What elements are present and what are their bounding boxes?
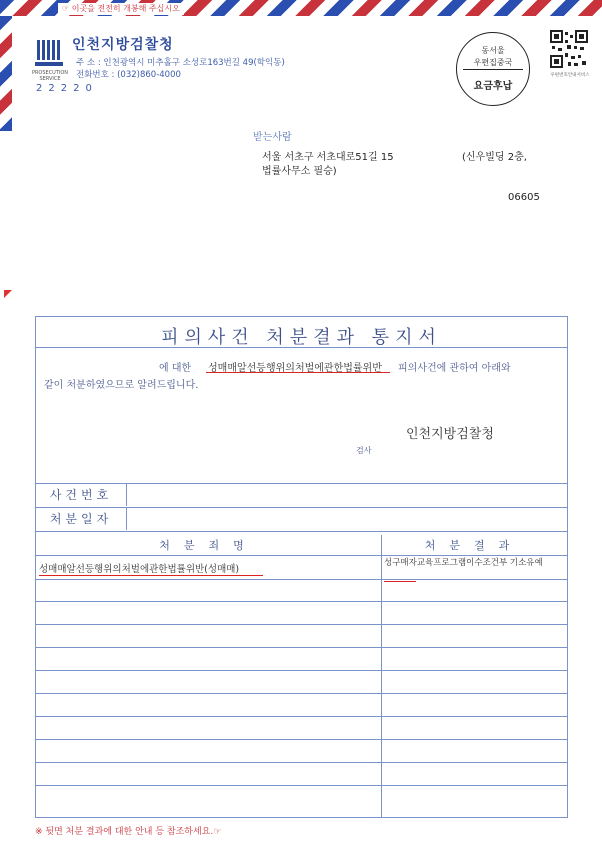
prosecutor-office: 인천지방검찰청 — [406, 427, 494, 442]
airmail-stripe-left — [0, 16, 12, 131]
row-result: 성구매자교육프로그램이수조건부 기소유예 — [384, 558, 543, 568]
fold-mark — [4, 290, 12, 298]
row-offense-underline — [39, 575, 263, 576]
recipient-office: 법률사무소 필승) — [262, 166, 337, 177]
row-rule — [36, 785, 567, 786]
col-header-offense: 처분죄명 — [159, 539, 258, 552]
stamp-fee-label: 요금후납 — [473, 81, 513, 92]
qr-caption: 우편번호안내서비스 — [550, 73, 590, 78]
stamp-region: 동서울 — [481, 46, 505, 55]
row-rule — [36, 716, 567, 717]
recipient-building: (신우빌딩 2층, — [462, 152, 527, 163]
postage-stamp — [456, 32, 530, 106]
qr-code-icon — [550, 30, 588, 68]
footer-note: ※ 뒷면 처분 결과에 대한 안내 등 참조하세요.☞ — [35, 827, 222, 837]
sender-postal-code: 22220 — [36, 83, 98, 94]
disposition-notice — [35, 316, 568, 818]
sender-address: 주 소 : 인천광역시 미추홀구 소성로163번길 49(학익동) — [76, 58, 285, 68]
column-divider — [381, 535, 382, 817]
recipient-zip: 06605 — [508, 192, 540, 203]
notice-title: 피의사건 처분결과 통지서 — [161, 327, 442, 348]
title-rule — [36, 347, 567, 348]
prosecution-logo-icon — [33, 38, 67, 72]
offense-inline-underline — [206, 372, 390, 373]
disposition-date-label: 처분일자 — [36, 508, 127, 530]
row-rule — [36, 624, 567, 625]
logo-caption: PROSECUTION SERVICE — [31, 70, 69, 82]
row-rule — [36, 647, 567, 648]
col-header-result: 처분결과 — [424, 539, 524, 552]
recipient-address: 서울 서초구 서초대로51길 15 — [262, 152, 394, 163]
row-rule — [36, 555, 567, 556]
recipient-label: 받는사람 — [253, 132, 292, 143]
row-rule — [36, 670, 567, 671]
case-number-label: 사건번호 — [36, 484, 127, 506]
intro-line2: 같이 처분하였으므로 알려드립니다. — [44, 380, 199, 391]
row-rule — [36, 693, 567, 694]
offense-inline: 성매매알선등행위의처벌에관한법률위반 — [208, 363, 382, 374]
sender-org-name: 인천지방검찰청 — [72, 37, 174, 53]
stamp-divider — [463, 69, 523, 70]
row-rule — [36, 601, 567, 602]
row-rule — [36, 531, 567, 532]
row-rule — [36, 739, 567, 740]
sender-phone: 전화번호 : (032)860-4000 — [76, 70, 181, 80]
open-instruction: ☞ 이곳을 전전히 개봉해 주십시오 — [58, 3, 184, 15]
row-rule — [36, 762, 567, 763]
row-rule — [36, 579, 567, 580]
intro-suffix: 피의사건에 관하여 아래와 — [398, 363, 511, 374]
row-offense: 성매매알선등행위의처벌에관한법률위반(성매매) — [39, 564, 240, 575]
intro-prefix: 에 대한 — [159, 363, 192, 374]
row-result-underline — [384, 581, 416, 582]
stamp-center: 우편집중국 — [473, 58, 513, 67]
prosecutor-label: 검사 — [356, 446, 372, 455]
